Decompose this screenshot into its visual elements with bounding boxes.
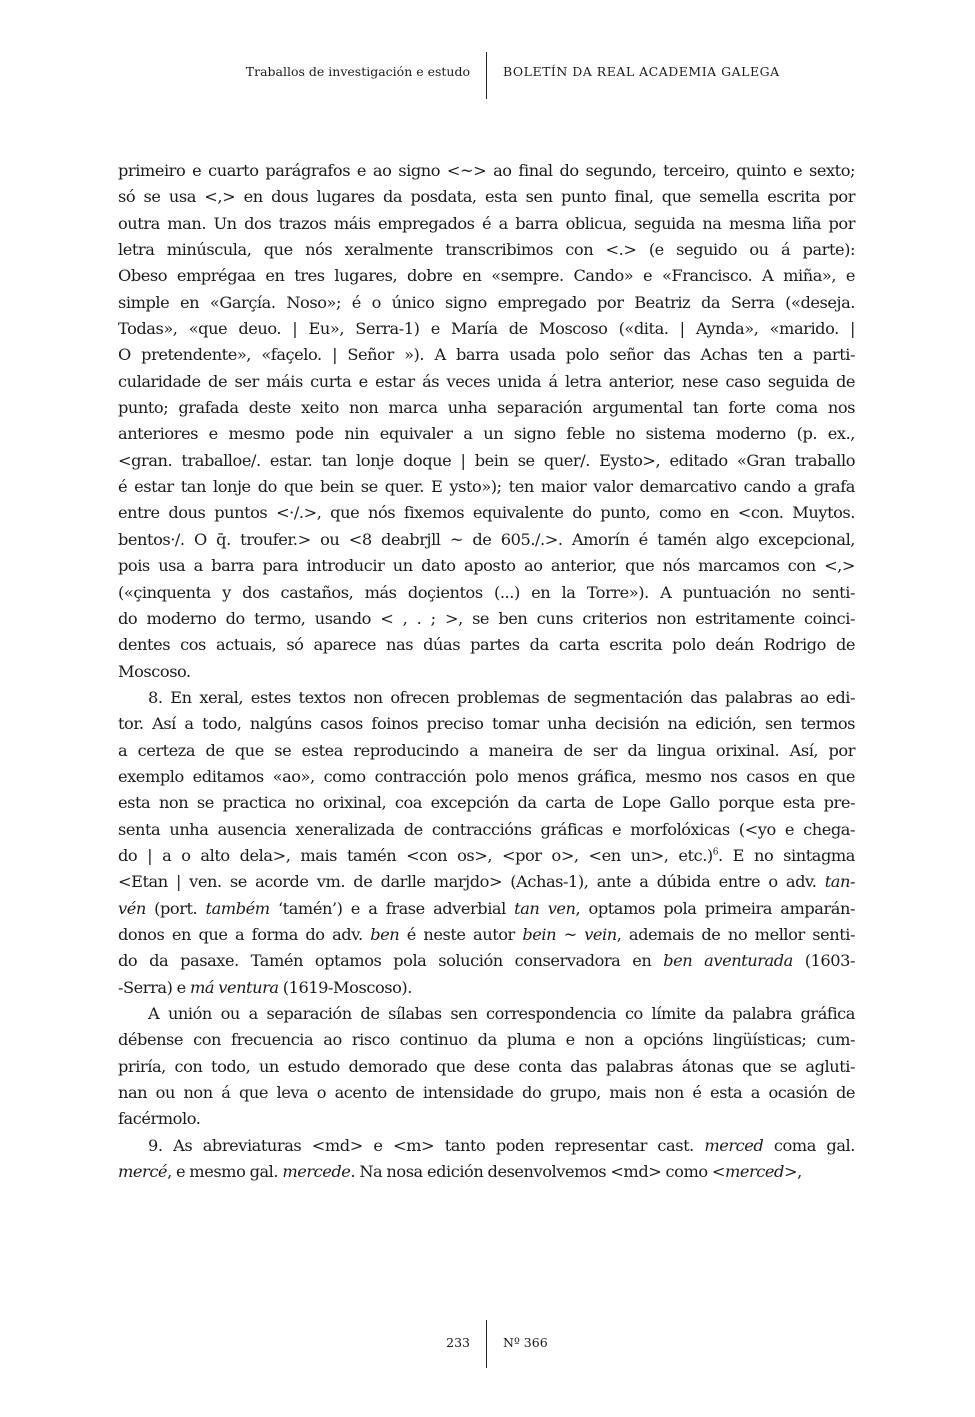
italic-text: tan- (824, 872, 855, 892)
text-segment: outra man. Un dos trazos máis empregados é a barra oblicua, seguida na mesma liña por (118, 213, 855, 233)
text-segment: donos en que a forma do adv. (118, 924, 371, 944)
text-segment: Moscoso. (118, 661, 191, 681)
italic-text: mercede (282, 1162, 351, 1182)
italic-text: vén (118, 898, 146, 918)
text-segment: dentes cos actuais, só aparece nas dúas partes da carta escrita polo deán Rodrigo de (118, 635, 855, 655)
text-segment: ‘tamén’) e a frase adverbial (269, 898, 515, 918)
text-segment: do | a o alto dela>, mais tamén <con os>, <por o>, <en un>, etc.) (118, 845, 713, 865)
text-line (118, 369, 855, 395)
paragraph (118, 1001, 855, 1133)
text-line (118, 1080, 855, 1106)
text-segment: letra minúscula, que nós xeralmente transcribimos con <.> (e seguido ou á parte): (118, 240, 855, 260)
text-segment: coma gal. (763, 1135, 855, 1155)
text-line (118, 184, 855, 210)
text-segment: . E no sintagma (718, 845, 856, 865)
footnote-ref[interactable]: 6 (712, 847, 719, 858)
text-line (118, 1001, 855, 1027)
text-segment: -Serra) e (118, 977, 190, 997)
text-segment: primeiro e cuarto parágrafos e ao signo <~> ao final do segundo, terceiro, quinto e sexto; (118, 161, 855, 180)
text-segment: cularidade de ser máis curta e estar ás veces unida á letra anterior, nese caso seguida de (118, 371, 855, 391)
text-line (118, 975, 855, 1001)
text-segment: esta non se practica no orixinal, coa excepción da carta de Lope Gallo porque esta pre- (118, 793, 855, 813)
text-line (118, 922, 855, 948)
text-line (118, 448, 855, 474)
text-segment: entre dous puntos <·/.>, que nós fixemos equivalente do punto, como en <con. Muytos. (118, 503, 855, 523)
body-text (118, 158, 855, 1185)
text-segment: tor. Así a todo, nalgúns casos foinos preciso tomar unha decisión na edición, sen termos (118, 714, 855, 734)
text-line (118, 342, 855, 368)
text-line (118, 843, 855, 869)
paragraph (118, 1133, 855, 1186)
paragraph (118, 158, 855, 685)
text-segment: Todas», «que deuo. | Eu», Serra-1) e María de Moscoso («dita. | Aynda», «marido. | (118, 319, 855, 339)
text-line (118, 237, 855, 263)
text-segment: do moderno do termo, usando < , . ; >, se ben cuns criterios non estritamente coinci- (118, 608, 855, 628)
text-segment: <Etan | ven. se acorde vm. de darlle marjdo> (Achas-1), ante a dúbida entre o adv. (118, 872, 825, 892)
text-line (118, 1027, 855, 1053)
running-header-journal: BOLETÍN DA REAL ACADEMIA GALEGA (503, 64, 780, 79)
italic-text: merced (724, 1162, 784, 1182)
text-line (118, 1106, 855, 1132)
text-segment: (1619-Moscoso). (278, 977, 412, 997)
text-segment: a certeza de que se estea reproducindo a maneira de ser da lingua orixinal. Así, por (118, 740, 855, 760)
text-line (118, 474, 855, 500)
text-line (118, 316, 855, 342)
text-line (118, 290, 855, 316)
italic-text: também (205, 898, 270, 918)
italic-text: ben aventurada (663, 951, 793, 971)
text-line (118, 790, 855, 816)
text-line (118, 527, 855, 553)
text-segment: , e mesmo gal. (167, 1162, 283, 1182)
text-segment: (port. (145, 898, 206, 918)
italic-text: ben (370, 924, 400, 944)
text-segment: , ademais de no mellor senti- (616, 924, 856, 944)
text-line (118, 500, 855, 526)
text-line (118, 764, 855, 790)
text-segment: A unión ou a separación de sílabas sen correspondencia co límite da palabra gráfica (148, 1004, 855, 1023)
text-line (118, 553, 855, 579)
text-line (118, 263, 855, 289)
text-line (118, 606, 855, 632)
text-line (118, 896, 855, 922)
text-segment: , optamos pola primeira amparán- (575, 898, 855, 918)
text-line (118, 685, 855, 711)
text-segment: nan ou non á que leva o acento de intensidade do grupo, mais non é esta a ocasión de (118, 1083, 855, 1103)
text-segment: 9. As abreviaturas <md> e <m> tanto poden representar cast. (148, 1135, 705, 1155)
text-segment: (1603- (792, 951, 855, 971)
text-segment: exemplo editamos «ao», como contracción polo menos gráfica, mesmo nos casos en que (118, 766, 855, 786)
text-segment: punto; grafada deste xeito non marca unha separación argumental tan forte coma nos (118, 398, 855, 418)
text-segment: do da pasaxe. Tamén optamos pola solución conservadora en (118, 951, 664, 971)
text-line (118, 580, 855, 606)
text-segment: <gran. traballoe/. estar. tan lonje doque | bein se quer/. Eysto>, editado «Gran traballo (118, 450, 855, 470)
italic-text: merced (704, 1135, 764, 1155)
text-line (118, 711, 855, 737)
text-segment: facérmolo. (118, 1109, 201, 1129)
text-segment: . Na nosa edición desenvolvemos <md> como < (350, 1162, 725, 1182)
footer-divider (486, 1320, 487, 1368)
text-line (118, 869, 855, 895)
text-line (118, 738, 855, 764)
text-line (118, 421, 855, 447)
italic-text: tan ven (514, 898, 576, 918)
text-segment: pois usa a barra para introducir un dato aposto ao anterior, que nós marcamos con <,> (118, 556, 855, 576)
text-line (118, 211, 855, 237)
text-segment: O pretendente», «façelo. | Señor »). A barra usada polo señor das Achas ten a parti- (118, 345, 855, 365)
text-segment: débense con frecuencia ao risco continuo da pluma e non a opcións lingüísticas; cum- (118, 1030, 855, 1050)
text-line (118, 1159, 855, 1185)
issue-number: Nº 366 (503, 1335, 548, 1350)
header-divider (486, 52, 487, 99)
text-segment: Obeso emprégaa en tres lugares, dobre en «sempre. Cando» e «Francisco. A miña», e (118, 266, 855, 286)
italic-text: mercé (118, 1162, 168, 1182)
text-segment: é estar tan lonje do que bein se quer. E ysto»); ten maior valor demarcativo cando a grafa (118, 477, 855, 497)
text-segment: bentos·/. O q̄. troufer.> ou <8 deabrjll ~ de 605./.>. Amorín é tamén algo excepcional, (118, 529, 855, 549)
text-line (118, 948, 855, 974)
text-line (118, 158, 855, 184)
text-segment: senta unha ausencia xeneralizada de contraccións gráficas e morfolóxicas (<yo e chega- (118, 819, 855, 839)
text-segment: >, (783, 1162, 802, 1182)
text-line (118, 395, 855, 421)
text-segment: só se usa <,> en dous lugares da posdata, esta sen punto final, que semella escrita por (118, 187, 855, 207)
text-line (118, 1054, 855, 1080)
text-segment: é neste autor (399, 924, 523, 944)
italic-text: bein ~ vein (522, 924, 617, 944)
page-number: 233 (446, 1335, 470, 1350)
text-segment: priría, con todo, un estudo demorado que dese conta das palabras átonas que se agluti- (118, 1056, 855, 1076)
running-header-section: Traballos de investigación e estudo (245, 64, 470, 79)
text-line (118, 632, 855, 658)
text-segment: anteriores e mesmo pode nin equivaler a un signo feble no sistema moderno (p. ex., (118, 424, 855, 444)
text-segment: 8. En xeral, estes textos non ofrecen problemas de segmentación das palabras ao edi- (148, 687, 855, 707)
text-line (118, 659, 855, 685)
text-line (118, 817, 855, 843)
italic-text: má ventura (189, 977, 279, 997)
text-segment: («çinquenta y dos castaños, más doçientos (...) en la Torre»). A puntuación no senti- (118, 582, 855, 602)
paragraph (118, 685, 855, 1001)
text-line (118, 1133, 855, 1159)
text-segment: simple en «Garçía. Noso»; é o único signo empregado por Beatriz da Serra («deseja. (118, 292, 855, 312)
